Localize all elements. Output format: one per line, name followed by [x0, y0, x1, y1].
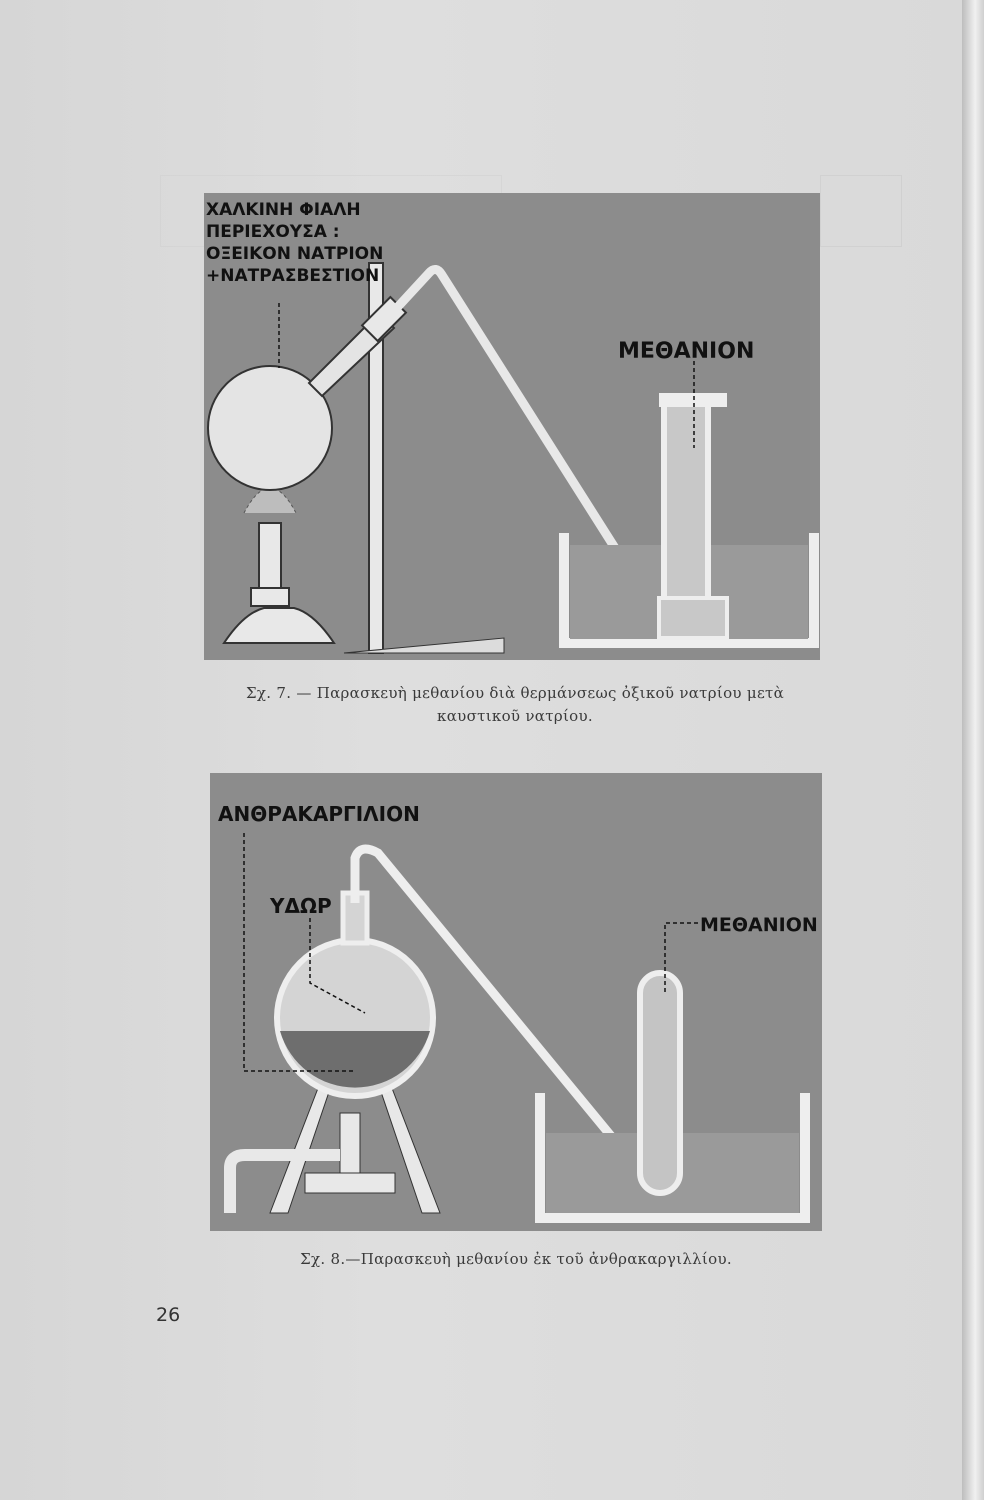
page-number: 26	[156, 1304, 181, 1326]
vessel-label-line4: +ΝΑΤΡΑΣΒΕΣΤΙΟΝ	[206, 266, 380, 286]
burner-base	[305, 1173, 395, 1193]
collecting-cylinder	[664, 403, 708, 618]
solid-label: ΑΝΘΡΑΚΑΡΓΙΛΙΟΝ	[218, 802, 420, 826]
burner-flame	[244, 488, 296, 513]
figure-7-illustration	[204, 193, 820, 660]
figure-7-caption-line2: καυστικοῦ νατρίου.	[437, 707, 593, 725]
figure-7-caption-line1: Σχ. 7. — Παρασκευὴ μεθανίου διὰ θερμάνσεως ὀξικοῦ νατρίου μετὰ	[245, 684, 785, 702]
collecting-tube	[640, 973, 680, 1193]
book-spine	[962, 0, 984, 1500]
figure-8-drawing	[210, 773, 822, 1231]
figure-8-caption: Σχ. 8.—Παρασκευὴ μεθανίου ἐκ τοῦ ἀνθρακαργιλλίου.	[300, 1250, 732, 1268]
bleed-through-shadow-right	[820, 175, 902, 247]
vessel-label-line1: ΧΑΛΚΙΝΗ ΦΙΑΛΗ	[206, 200, 361, 220]
vessel-label-line2: ΠΕΡΙΕΧΟΥΣΑ :	[206, 222, 340, 242]
burner-collar	[251, 588, 289, 606]
cylinder-support	[659, 598, 727, 638]
figure-7-drawing	[204, 193, 820, 660]
gas-label: ΜΕΘΑΝΙΟΝ	[700, 914, 818, 936]
cylinder-rim	[659, 393, 727, 407]
burner-stem	[340, 1113, 360, 1173]
vessel-label-line3: ΟΞΕΙΚΟΝ ΝΑΤΡΙΟΝ	[206, 244, 384, 264]
burner-stem	[259, 523, 281, 593]
gas-label: ΜΕΘΑΝΙΟΝ	[618, 339, 755, 364]
burner-base	[224, 608, 334, 643]
water-label: ΥΔΩΡ	[270, 894, 332, 918]
figure-8-illustration	[210, 773, 822, 1231]
